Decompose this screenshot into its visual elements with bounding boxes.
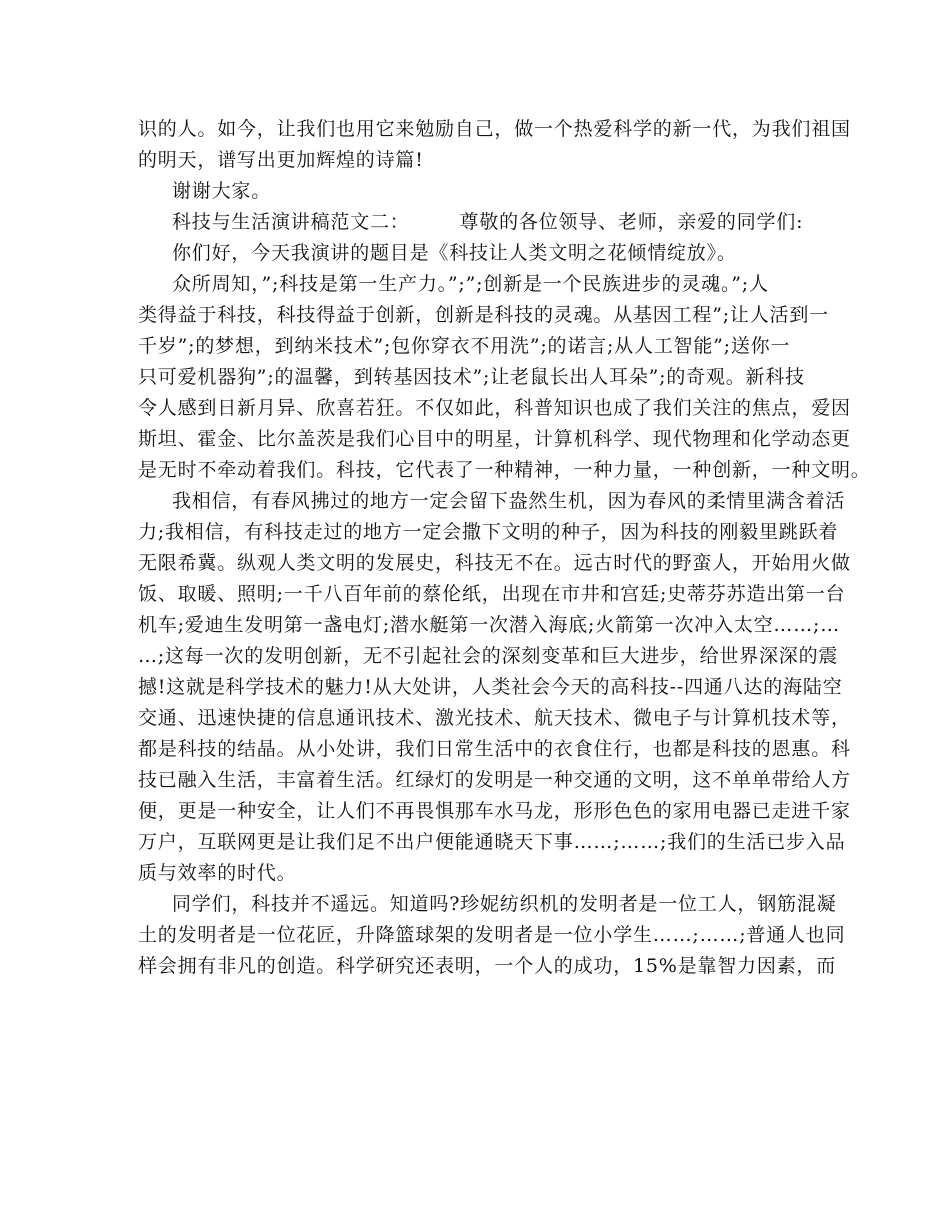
text-line: 交通、迅速快捷的信息通讯技术、激光技术、航天技术、微电子与计算机技术等， [138,707,851,729]
text-line: 都是科技的结晶。从小处讲，我们日常生活中的衣食住行，也都是科技的恩惠。科 [138,738,851,760]
document-body [138,114,871,982]
paragraph [138,207,828,238]
text-line: 同学们，科技并不遥远。知道吗?珍妮纺织机的发明者是一位工人，钢筋混凝 [172,893,837,915]
text-line: 令人感到日新月异、欣喜若狂。不仅如此，科普知识也成了我们关注的焦点，爱因 [138,397,851,419]
text-line: 的明天，谱写出更加辉煌的诗篇! [138,149,424,171]
text-line: 斯坦、霍金、比尔盖茨是我们心目中的明星，计算机科学、现代物理和化学动态更 [138,428,851,450]
text-line: 我相信，有春风拂过的地方一定会留下盎然生机，因为春风的柔情里满含着活 [172,490,846,512]
paragraph [138,486,851,889]
paragraph [138,269,871,486]
paragraph [138,176,828,207]
text-line: 类得益于科技，科技得益于创新，创新是科技的灵魂。从基因工程”;让人活到一 [138,304,829,326]
text-line: …;这每一次的发明创新，无不引起社会的深刻变革和巨大进步，给世界深深的震 [138,645,839,667]
text-line: 饭、取暖、照明;一千八百年前的蔡伦纸，出现在市井和宫廷;史蒂芬苏造出第一台 [138,583,846,605]
text-line: 撼!这就是科学技术的魅力!从大处讲，人类社会今天的高科技--四通八达的海陆空 [138,676,843,698]
paragraph [138,114,851,176]
text-line: 无限希冀。纵观人类文明的发展史，科技无不在。远古时代的野蛮人，开始用火做 [138,552,851,574]
text-line: 万户，互联网更是让我们足不出户便能通晓天下事……;……;我们的生活已步入品 [138,831,846,853]
text-line: 众所周知，”;科技是第一生产力。”;”;创新是一个民族进步的灵魂。”;人 [172,273,769,295]
text-line: 便，更是一种安全，让人们不再畏惧那车水马龙，形形色色的家用电器已走进千家 [138,800,851,822]
text-line: 谢谢大家。 [172,180,272,202]
text-line: 是无时不牵动着我们。科技，它代表了一种精神，一种力量，一种创新，一种文明。 [138,459,871,481]
paragraph [138,238,828,269]
text-line: 质与效率的时代。 [138,862,297,884]
text-line: 机车;爱迪生发明第一盏电灯;潜水艇第一次潜入海底;火箭第一次冲入太空……;… [138,614,841,636]
text-line: 土的发明者是一位花匠，升降篮球架的发明者是一位小学生……;……;普通人也同 [138,924,846,946]
text-line: 千岁”;的梦想，到纳米技术”;包你穿衣不用洗”;的诺言;从人工智能”;送你一 [138,335,791,357]
paragraph [138,889,846,982]
text-line: 只可爱机器狗”;的温馨，到转基因技术”;让老鼠长出人耳朵”;的奇观。新科技 [138,366,805,388]
text-line: 你们好，今天我演讲的题目是《科技让人类文明之花倾情绽放》。 [172,242,737,264]
text-line: 样会拥有非凡的创造。科学研究还表明，一个人的成功，15%是靠智力因素，而 [138,955,837,977]
text-line: 技已融入生活，丰富着生活。红绿灯的发明是一种交通的文明，这不单单带给人方 [138,769,851,791]
text-line: 科技与生活演讲稿范文二： 尊敬的各位领导、老师，亲爱的同学们: [172,211,804,233]
text-line: 力;我相信，有科技走过的地方一定会撒下文明的种子，因为科技的刚毅里跳跃着 [138,521,839,543]
text-line: 识的人。如今，让我们也用它来勉励自己，做一个热爱科学的新一代，为我们祖国 [138,118,851,140]
